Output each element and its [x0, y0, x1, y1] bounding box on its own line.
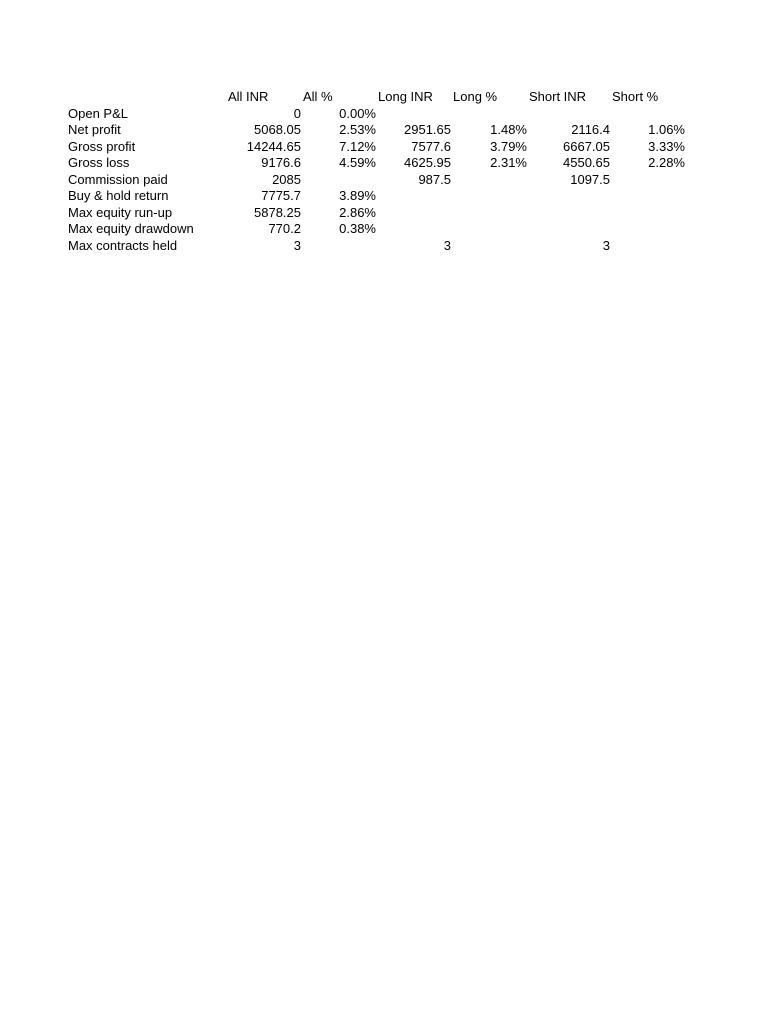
table-row	[0, 188, 768, 205]
header-all-inr: All INR	[228, 89, 269, 104]
cell-all-inr: 5068.05	[254, 122, 301, 137]
cell-all-inr: 14244.65	[246, 138, 301, 154]
cell-short-pct: 3.33%	[648, 138, 685, 154]
header-long-pct: Long %	[453, 89, 498, 104]
table-row	[0, 172, 768, 189]
cell-all-inr: 7775.7	[261, 188, 301, 203]
cell-short-inr: 6667.05	[563, 138, 610, 154]
cell-long-inr: 7577.6	[411, 138, 451, 154]
cell-short-pct: 1.06%	[648, 122, 685, 137]
cell-all-pct: 2.86%	[339, 204, 376, 220]
cell-all-pct: 3.89%	[339, 188, 376, 203]
table-body	[0, 106, 768, 255]
table-row	[0, 122, 768, 139]
table-row	[0, 221, 768, 238]
cell-all-pct: 7.12%	[339, 138, 376, 154]
cell-long-pct: 3.79%	[490, 138, 527, 154]
header-short-inr: Short INR	[529, 89, 587, 104]
cell-long-inr: 987.5	[418, 171, 451, 187]
header-short-pct: Short %	[612, 89, 659, 104]
header-long-inr: Long INR	[378, 89, 433, 104]
header-all-pct: All %	[303, 89, 333, 104]
cell-all-inr: 2085	[272, 171, 301, 187]
cell-all-inr: 3	[293, 237, 301, 253]
cell-short-pct: 2.28%	[648, 155, 685, 170]
row-label: Max contracts held	[68, 237, 178, 253]
cell-long-inr: 4625.95	[404, 155, 451, 170]
cell-short-inr: 4550.65	[563, 155, 610, 170]
cell-long-inr: 2951.65	[404, 122, 451, 137]
cell-long-inr: 3	[443, 237, 451, 253]
cell-all-inr: 0	[293, 105, 301, 121]
table-row	[0, 139, 768, 156]
row-label: Max equity run-up	[68, 204, 173, 220]
cell-all-inr: 770.2	[268, 221, 301, 236]
cell-long-pct: 2.31%	[490, 155, 527, 170]
table-row	[0, 155, 768, 172]
cell-all-pct: 0.38%	[339, 221, 376, 236]
cell-all-inr: 5878.25	[254, 204, 301, 220]
cell-short-inr: 3	[602, 237, 610, 253]
performance-table	[0, 89, 768, 254]
cell-long-pct: 1.48%	[490, 122, 527, 137]
table-row	[0, 106, 768, 123]
row-label: Net profit	[68, 122, 121, 137]
cell-all-pct: 4.59%	[339, 155, 376, 170]
row-label: Gross loss	[68, 155, 130, 170]
row-label: Commission paid	[68, 171, 168, 187]
row-label: Max equity drawdown	[68, 221, 194, 236]
cell-all-inr: 9176.6	[261, 155, 301, 170]
header-row	[0, 89, 768, 106]
cell-short-inr: 1097.5	[570, 171, 610, 187]
row-label: Buy & hold return	[68, 188, 169, 203]
cell-short-inr: 2116.4	[571, 122, 610, 137]
table-row	[0, 205, 768, 222]
row-label: Gross profit	[68, 138, 136, 154]
cell-all-pct: 2.53%	[339, 122, 376, 137]
row-label: Open P&L	[68, 105, 128, 121]
table-row	[0, 238, 768, 255]
cell-all-pct: 0.00%	[339, 105, 376, 121]
